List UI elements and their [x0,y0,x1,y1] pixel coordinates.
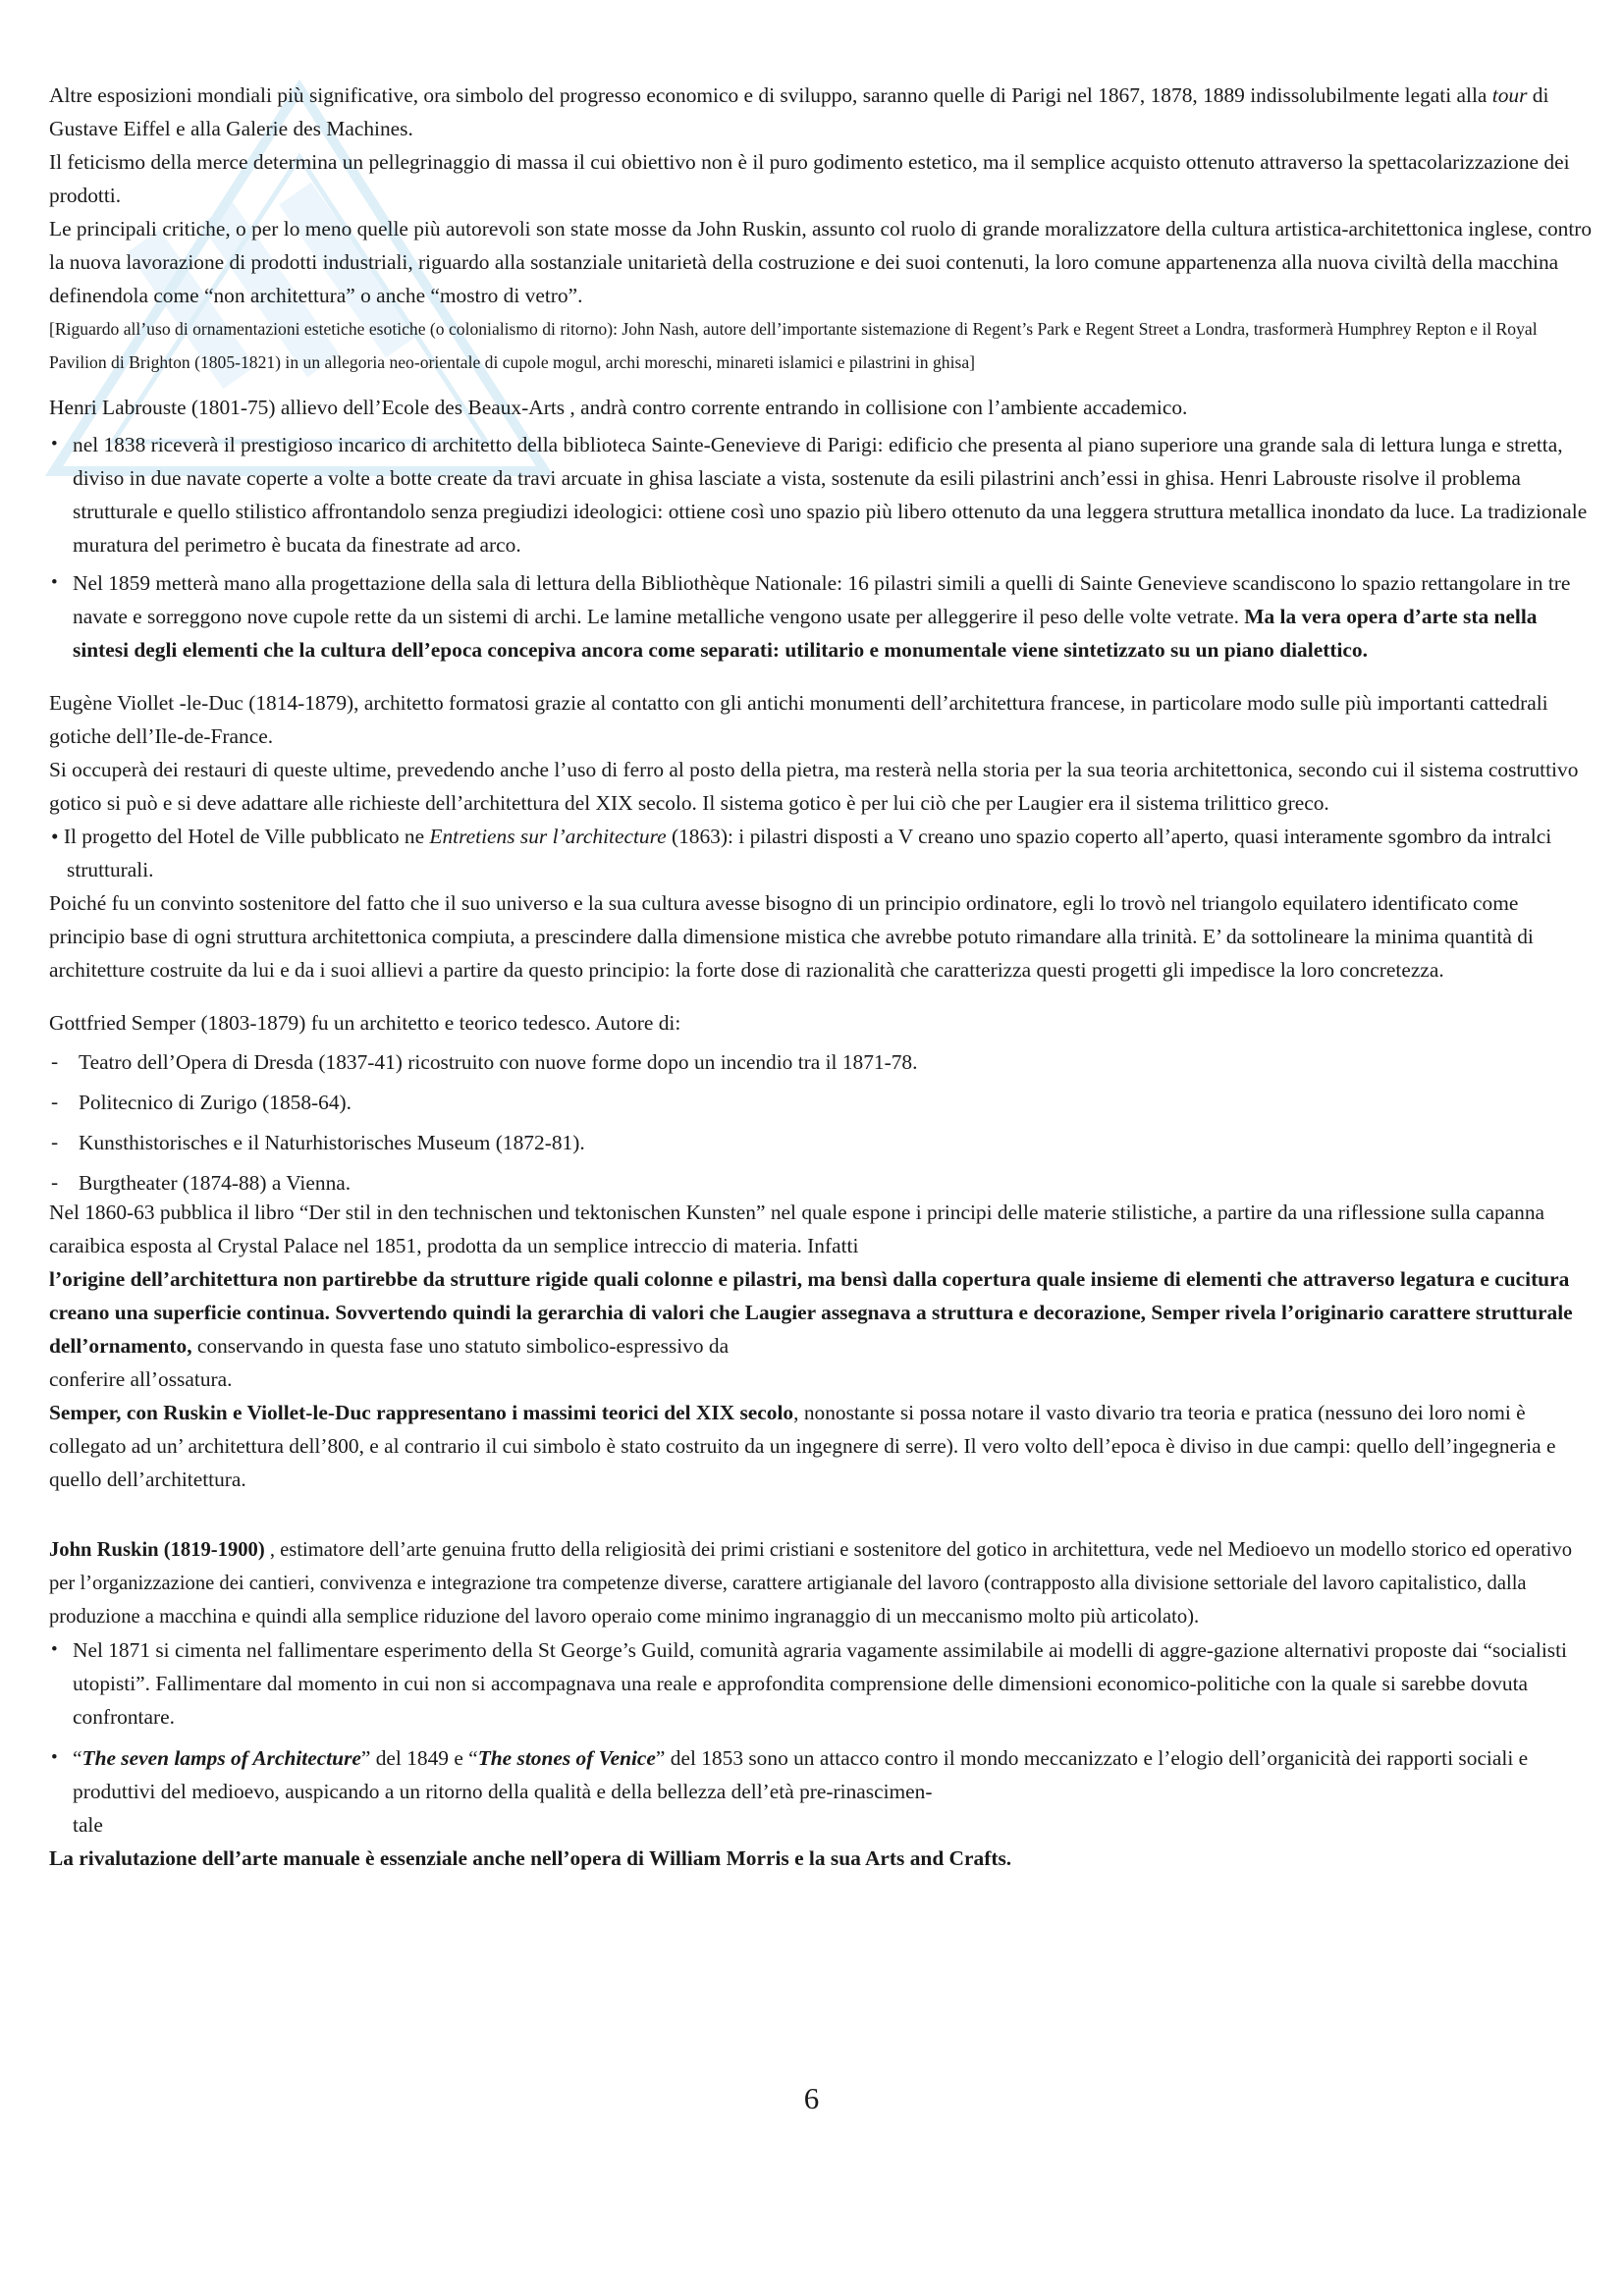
list-item: - Politecnico di Zurigo (1858-64). [49,1086,1593,1119]
semper-origine: l’origine dell’architettura non partirebbe da strutture rigide quali colonne e pilastri, ma bensì dalla copertura quale insieme di elementi che attraverso legatura e cucitura creano una superficie continua. Sovvertendo quindi la gerarchia di valori che Laugier assegnava a struttura e decorazione, Semper rivela l’originario carattere strutturale dell’ornamento, conservando in questa fase uno statuto simbolico-espressivo da [49,1267,1573,1358]
morris-arts-and-crafts: La rivalutazione dell’arte manuale è essenziale anche nell’opera di William Morris e la sua Arts and Crafts. [49,1846,1012,1870]
semper-ossatura: conferire all’ossatura. [49,1367,233,1391]
list-item: - Teatro dell’Opera di Dresda (1837-41) ricostruito con nuove forme dopo un incendio tra il 1871-78. [49,1045,1593,1079]
ruskin-list [49,1633,1593,1842]
semper-works-list [49,1045,1593,1200]
paragraph-feticismo: Il feticismo della merce determina un pellegrinaggio di massa il cui obiettivo non è il puro godimento estetico, ma il semplice acquisto ottenuto attraverso la spettacolarizzazione dei prodotti. [49,150,1570,207]
teorici-xix-secolo: Semper, con Ruskin e Viollet-le-Duc rappresentano i massimi teorici del XIX secolo, nonostante si possa notare il vasto divario tra teoria e pratica (nessuno dei loro nomi è collegato ad un’ architettura dell’800, e al contrario il cui simbolo è stato costruito da un ingegnere di serre). Il vero volto dell’epoca è diviso in due campi: quello dell’ingegneria e quello dell’architettura. [49,1401,1556,1491]
paragraph-esposizioni: Altre esposizioni mondiali più significative, ora simbolo del progresso economico e di sviluppo, saranno quelle di Parigi nel 1867, 1878, 1889 indissolubilmente legati alla tour di Gustave Eiffel e alla Galerie des Machines. [49,83,1549,140]
ruskin-intro: John Ruskin (1819-1900) , estimatore dell’arte genuina frutto della religiosità dei primi cristiani e sostenitore del gotico in architettura, vede nel Medioevo un modello storico ed operativo per l’organizzazione dei cantieri, convivenza e integrazione tra competenze diverse, carattere artigianale del lavoro (contrapposto alla divisione settoriale del lavoro capitalistico, dalla produzione a macchina e quindi alla semplice riduzione del lavoro operaio come minimo ingranaggio di un meccanismo molto più articolato). [49,1539,1573,1628]
semper-libro: Nel 1860-63 pubblica il libro “Der stil in den technischen und tektonischen Kunsten” nel quale espone i principi delle materie stilistiche, a partire da una riflessione sulla capanna caraibica esposta al Crystal Palace nel 1851, prodotta da un semplice intreccio di materia. Infatti [49,1201,1545,1257]
list-item: • nel 1838 riceverà il prestigioso incarico di architetto della biblioteca Sainte-Genevieve di Parigi: edificio che presenta al piano superiore una grande sala di lettura lunga e stretta, diviso in due navate coperte a volte a botte create da travi arcuate in ghisa lasciate a vista, sostenute da esili pilastrini anch’essi in ghisa. Henri Labrouste risolve il problema strutturale e quello stilistico affrontandolo senza pregiudizi ideologici: ottiene così uno spazio più libero ottenuto da una leggera struttura metallica inondato da luce. La tradizionale muratura del perimetro è bucata da finestrate ad arco. [49,428,1593,561]
viollet-hotel-de-ville: • Il progetto del Hotel de Ville pubblicato ne Entretiens sur l’architecture (1863): i pilastri disposti a V creano uno spazio coperto all’aperto, quasi interamente sgombro da intralci strutturali. [51,825,1552,881]
viollet-intro: Eugène Viollet -le-Duc (1814-1879), architetto formatosi grazie al contatto con gli antichi monumenti dell’architettura francese, in particolare modo sulle più importanti cattedrali gotiche dell’Ile-de-France. [49,691,1548,748]
page-number: 6 [803,2081,820,2115]
list-item: - Kunsthistorisches e il Naturhistorisches Museum (1872-81). [49,1126,1593,1159]
semper-intro: Gottfried Semper (1803-1879) fu un architetto e teorico tedesco. Autore di: [49,1011,681,1035]
labrouste-list [49,428,1593,667]
paragraph-ornamentazioni-note: [Riguardo all’uso di ornamentazioni estetiche esotiche (o colonialismo di ritorno): John Nash, autore dell’importante sistemazione di Regent’s Park e Regent Street a Londra, trasformerà Humphrey Repton e il Royal Pavilion di Brighton (1805-1821) in un allegoria neo-orientale di cupole mogul, archi moreschi, minareti islamici e pilastrini in ghisa] [49,319,1538,372]
page-content [49,79,1593,1875]
list-item: • Nel 1859 metterà mano alla progettazione della sala di lettura della Bibliothèque Nationale: 16 pilastri simili a quelli di Sainte Genevieve scandiscono lo spazio rettangolare in tre navate e sorreggono nove cupole rette da un sistemi di archi. Le lamine metalliche vengono usate per alleggerire il peso delle volte vetrate. Ma la vera opera d’arte sta nella sintesi degli elementi che la cultura dell’epoca concepiva ancora come separati: utilitario e monumentale viene sintetizzato su un piano dialettico. [49,566,1593,667]
paragraph-critiche: Le principali critiche, o per lo meno quelle più autorevoli son state mosse da John Ruskin, assunto col ruolo di grande moralizzatore della cultura artistica-architettonica inglese, contro la nuova lavorazione di prodotti industriali, riguardo alla sostanziale unitarietà della costruzione e dei suoi contenuti, la loro comune appartenenza alla nuova civiltà della macchina definendola come “non architettura” o anche “mostro di vetro”. [49,217,1593,307]
viollet-restauri: Si occuperà dei restauri di queste ultime, prevedendo anche l’uso di ferro al posto della pietra, ma resterà nella storia per la sua teoria architettonica, secondo cui il sistema costruttivo gotico si può e si deve adattare alle richieste dell’architettura del XIX secolo. Il sistema gotico è per lui ciò che per Laugier era il sistema trilittico greco. [49,758,1579,815]
list-item: • “The seven lamps of Architecture” del 1849 e “The stones of Venice” del 1853 sono un attacco contro il mondo meccanizzato e l’elogio dell’organicità dei rapporti sociali e produttivi del medioevo, auspicando a un ritorno della qualità e della bellezza dell’età pre-rinascimen- tale [49,1741,1593,1842]
list-item: • Nel 1871 si cimenta nel fallimentare esperimento della St George’s Guild, comunità agraria vagamente assimilabile ai modelli di aggre-gazione alternativi proposte dai “socialisti utopisti”. Fallimentare dal momento in cui non si accompagnava una reale e approfondita comprensione delle dimensioni economico-politiche con la quale si sarebbe dovuta confrontare. [49,1633,1593,1734]
viollet-triangolo: Poiché fu un convinto sostenitore del fatto che il suo universo e la sua cultura avesse bisogno di un principio ordinatore, egli lo trovò nel triangolo equilatero identificato come principio base di ogni struttura architettonica compiuta, a prescindere dalla dimensione mistica che avrebbe potuto rimandare alla trinità. E’ da sottolineare la minima quantità di architetture costruite da lui e da i suoi allievi a partire da questo principio: la forte dose di razionalità che caratterizza questi progetti gli impedisce la loro concretezza. [49,891,1534,982]
labrouste-intro: Henri Labrouste (1801-75) allievo dell’Ecole des Beaux-Arts , andrà contro corrente entrando in collisione con l’ambiente accademico. [49,396,1188,419]
list-item: - Burgtheater (1874-88) a Vienna. [49,1166,1593,1200]
